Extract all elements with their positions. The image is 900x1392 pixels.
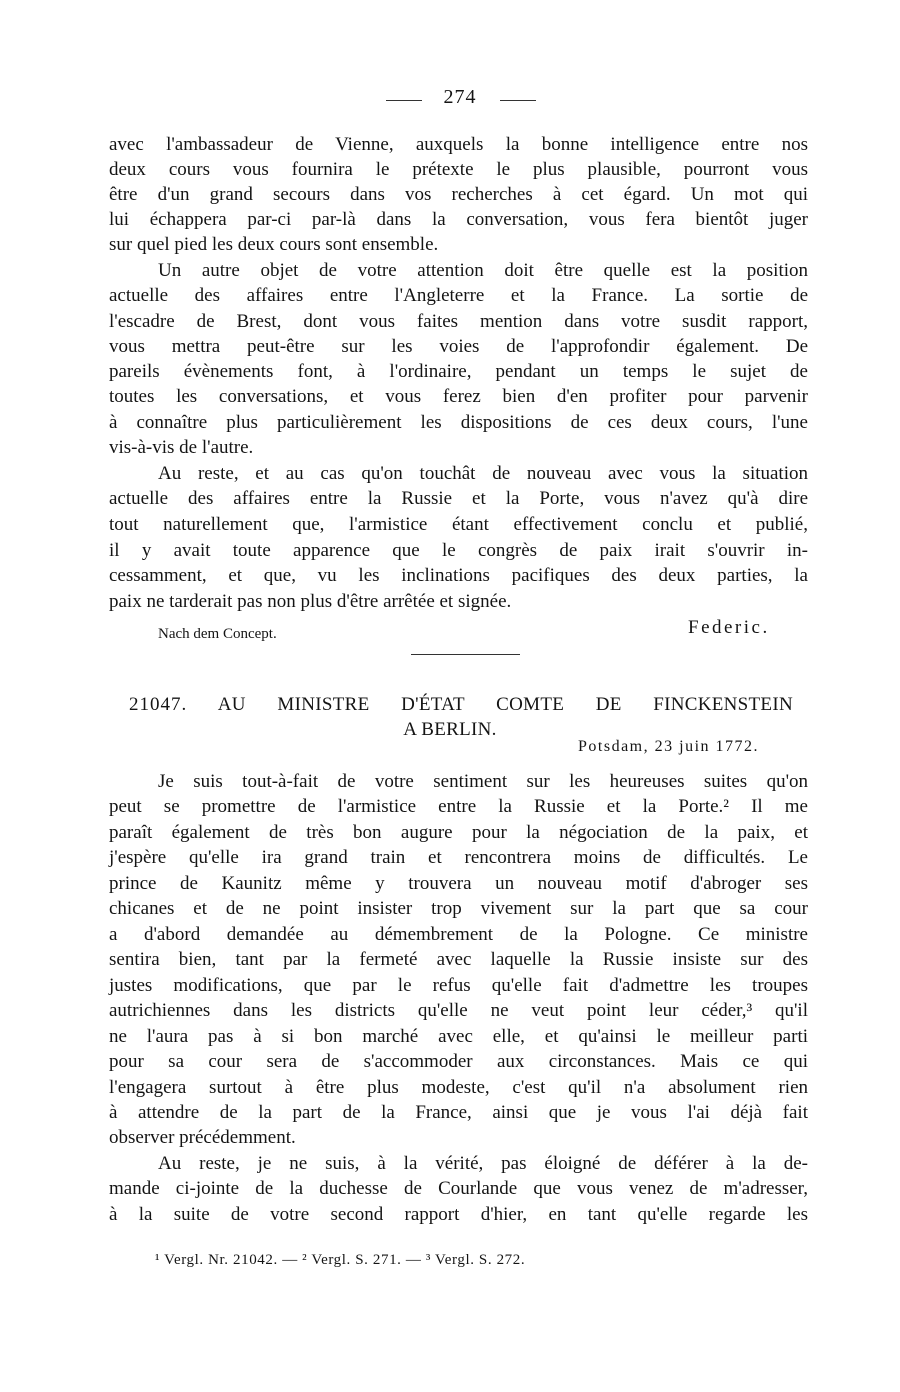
- text-line: l'engagera surtout à être plus modeste, c'est qu'il n'a absolument rien: [109, 1077, 808, 1098]
- text-line: paraît également de très bon augure pour la négociation de la paix, et: [109, 822, 808, 843]
- header-dash-right: [500, 100, 536, 101]
- section-divider: [411, 654, 520, 655]
- text-line: actuelle des affaires entre la Russie et la Porte, vous n'avez qu'à dire: [109, 488, 808, 509]
- text-line: sur quel pied les deux cours sont ensemble.: [109, 234, 439, 255]
- text-line: justes modifications, que par le refus qu'elle fait d'admettre les troupes: [109, 975, 808, 996]
- text-line: il y avait toute apparence que le congrès de paix irait s'ouvrir in-: [109, 540, 808, 561]
- text-line: deux cours vous fournira le prétexte le plus plausible, pourront vous: [109, 159, 808, 180]
- text-line: j'espère qu'elle ira grand train et rencontrera moins de difficultés. Le: [109, 847, 808, 868]
- letter-heading: [129, 692, 793, 717]
- letter-addressee: AU MINISTRE D'ÉTAT COMTE DE FINCKENSTEIN: [217, 694, 793, 715]
- signature: Federic.: [688, 617, 770, 638]
- text-line: actuelle des affaires entre l'Angleterre et la France. La sortie de: [109, 285, 808, 306]
- text-line: Un autre objet de votre attention doit être quelle est la position: [158, 260, 808, 281]
- text-line: à connaître plus particulièrement les dispositions de ces deux cours, l'une: [109, 412, 808, 433]
- text-line: toutes les conversations, et vous ferez bien d'en profiter pour parvenir: [109, 386, 808, 407]
- text-line: vous mettra peut-être sur les voies de l'approfondir également. De: [109, 336, 808, 357]
- text-line: prince de Kaunitz même y trouvera un nouveau motif d'abroger ses: [109, 873, 808, 894]
- text-line: chicanes et de ne point insister trop vivement sur la part que sa cour: [109, 898, 808, 919]
- source-note: Nach dem Concept.: [158, 626, 277, 642]
- footnotes: ¹ Vergl. Nr. 21042. — ² Vergl. S. 271. — ³ Vergl. S. 272.: [155, 1252, 526, 1268]
- text-line: paix ne tarderait pas non plus d'être arrêtée et signée.: [109, 591, 512, 612]
- text-line: Au reste, et au cas qu'on touchât de nouveau avec vous la situation: [158, 463, 808, 484]
- letter-number: 21047.: [129, 694, 188, 715]
- text-line: cessamment, et que, vu les inclinations pacifiques des deux parties, la: [109, 565, 808, 586]
- text-line: pour sa cour sera de s'accommoder aux circonstances. Mais ce qui: [109, 1051, 808, 1072]
- text-line: à attendre de la part de la France, ainsi que je vous l'ai déjà fait: [109, 1102, 808, 1123]
- text-line: tout naturellement que, l'armistice étant effectivement conclu et publié,: [109, 514, 808, 535]
- letter-heading-place: A BERLIN.: [403, 719, 497, 740]
- text-line: lui échappera par-ci par-là dans la conversation, vous fera bientôt juger: [109, 209, 808, 230]
- text-line: mande ci-jointe de la duchesse de Courlande que vous venez de m'adresser,: [109, 1178, 808, 1199]
- text-line: a d'abord demandée au démembrement de la Pologne. Ce ministre: [109, 924, 808, 945]
- text-line: pareils évènements font, à l'ordinaire, pendant un temps le sujet de: [109, 361, 808, 382]
- text-line: peut se promettre de l'armistice entre la Russie et la Porte.² Il me: [109, 796, 808, 817]
- text-line: ne l'aura pas à si bon marché avec elle, et qu'ainsi le meilleur parti: [109, 1026, 808, 1047]
- text-line: l'escadre de Brest, dont vous faites mention dans votre susdit rapport,: [109, 311, 808, 332]
- dateline: Potsdam, 23 juin 1772.: [578, 738, 760, 755]
- text-line: autrichiennes dans les districts qu'elle ne veut point leur céder,³ qu'il: [109, 1000, 808, 1021]
- text-line: Je suis tout-à-fait de votre sentiment sur les heureuses suites qu'on: [158, 771, 808, 792]
- text-line: être d'un grand secours dans vos recherches à cet égard. Un mot qui: [109, 184, 808, 205]
- text-line: Au reste, je ne suis, à la vérité, pas éloigné de déférer à la de-: [158, 1153, 808, 1174]
- page-header: [0, 86, 900, 116]
- text-line: avec l'ambassadeur de Vienne, auxquels la bonne intelligence entre nos: [109, 134, 808, 155]
- text-line: à la suite de votre second rapport d'hier, en tant qu'elle regarde les: [109, 1204, 808, 1225]
- header-dash-left: [386, 100, 422, 101]
- text-line: vis-à-vis de l'autre.: [109, 437, 254, 458]
- page-number: 274: [443, 86, 477, 108]
- text-line: observer précédemment.: [109, 1127, 296, 1148]
- text-line: sentira bien, tant par la fermeté avec laquelle la Russie insiste sur des: [109, 949, 808, 970]
